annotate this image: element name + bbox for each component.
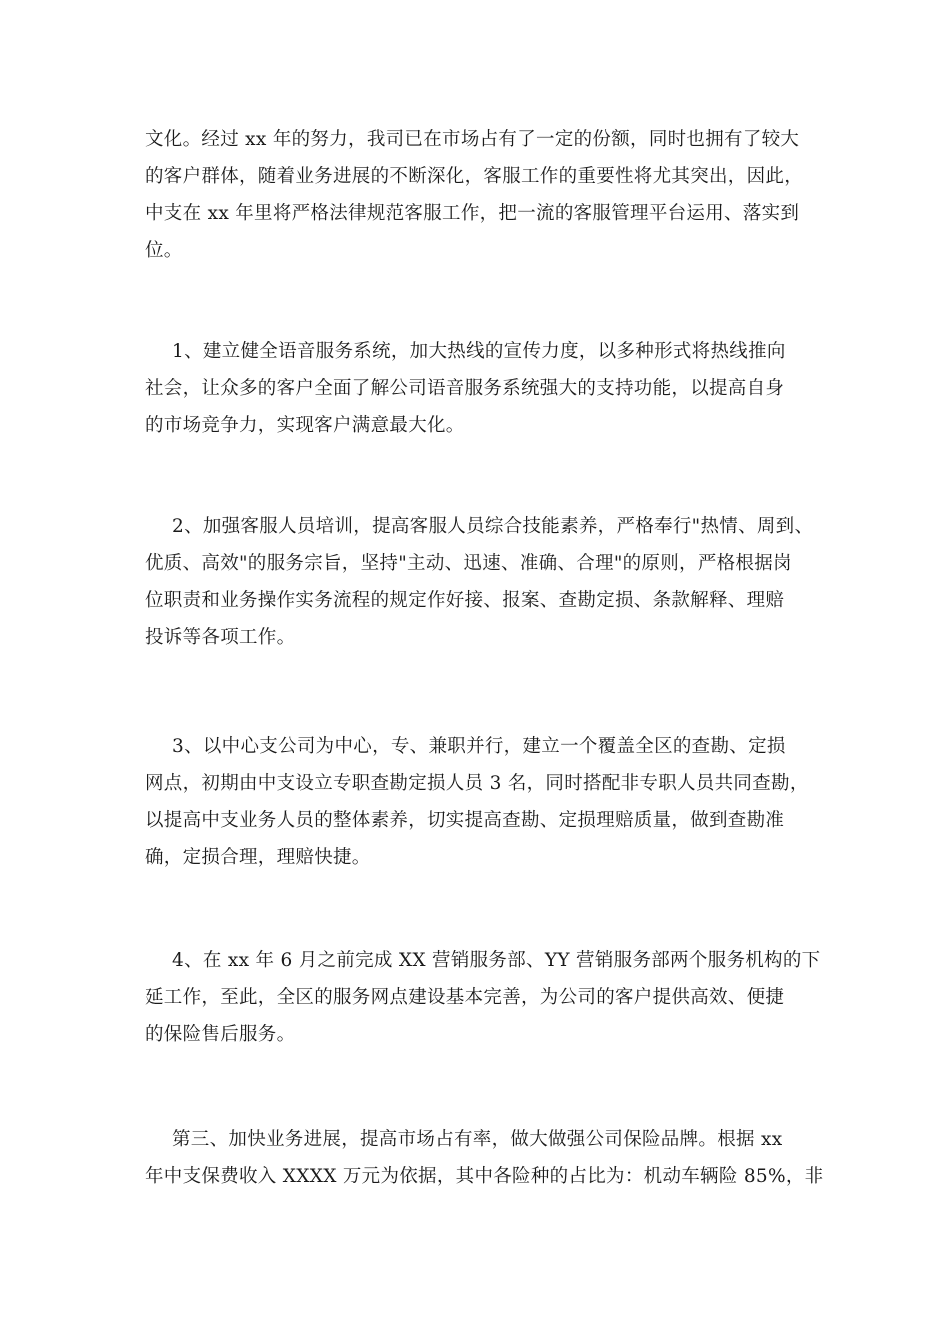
text-line: 第三、加快业务进展，提高市场占有率，做大做强公司保险品牌。根据 xx xyxy=(172,1129,783,1150)
text-line: 中支在 xx 年里将严格法律规范客服工作，把一流的客服管理平台运用、落实到 xyxy=(145,203,800,224)
text-line: 的客户群体，随着业务进展的不断深化，客服工作的重要性将尤其突出，因此， xyxy=(145,166,804,187)
text-line: 2、加强客服人员培训，提高客服人员综合技能素养，严格奉行"热情、周到、 xyxy=(172,516,814,537)
text-line: 位。 xyxy=(145,240,183,261)
text-line: 以提高中支业务人员的整体素养，切实提高查勘、定损理赔质量，做到查勘准 xyxy=(145,810,785,831)
text-line: 位职责和业务操作实务流程的规定作好接、报案、查勘定损、条款解释、理赔 xyxy=(145,590,785,611)
text-line: 文化。经过 xx 年的努力，我司已在市场占有了一定的份额，同时也拥有了较大 xyxy=(145,129,800,150)
text-line: 3、以中心支公司为中心，专、兼职并行，建立一个覆盖全区的查勘、定损 xyxy=(172,736,786,757)
text-line: 4、在 xx 年 6 月之前完成 XX 营销服务部、YY 营销服务部两个服务机构的下 xyxy=(172,950,821,971)
text-line: 社会，让众多的客户全面了解公司语音服务系统强大的支持功能，以提高自身 xyxy=(145,378,785,399)
text-line: 延工作，至此，全区的服务网点建设基本完善，为公司的客户提供高效、便捷 xyxy=(145,987,785,1008)
text-line: 投诉等各项工作。 xyxy=(145,627,296,648)
text-line: 确，定损合理，理赔快捷。 xyxy=(145,847,371,868)
text-line: 1、建立健全语音服务系统，加大热线的宣传力度，以多种形式将热线推向 xyxy=(172,341,786,362)
text-line: 的保险售后服务。 xyxy=(145,1024,296,1045)
text-line: 优质、高效"的服务宗旨，坚持"主动、迅速、准确、合理"的原则，严格根据岗 xyxy=(145,553,792,574)
text-line: 网点，初期由中支设立专职查勘定损人员 3 名，同时搭配非专职人员共同查勘， xyxy=(145,773,809,794)
text-line: 年中支保费收入 XXXX 万元为依据，其中各险种的占比为：机动车辆险 85%，非 xyxy=(145,1166,824,1187)
text-line: 的市场竞争力，实现客户满意最大化。 xyxy=(145,415,465,436)
